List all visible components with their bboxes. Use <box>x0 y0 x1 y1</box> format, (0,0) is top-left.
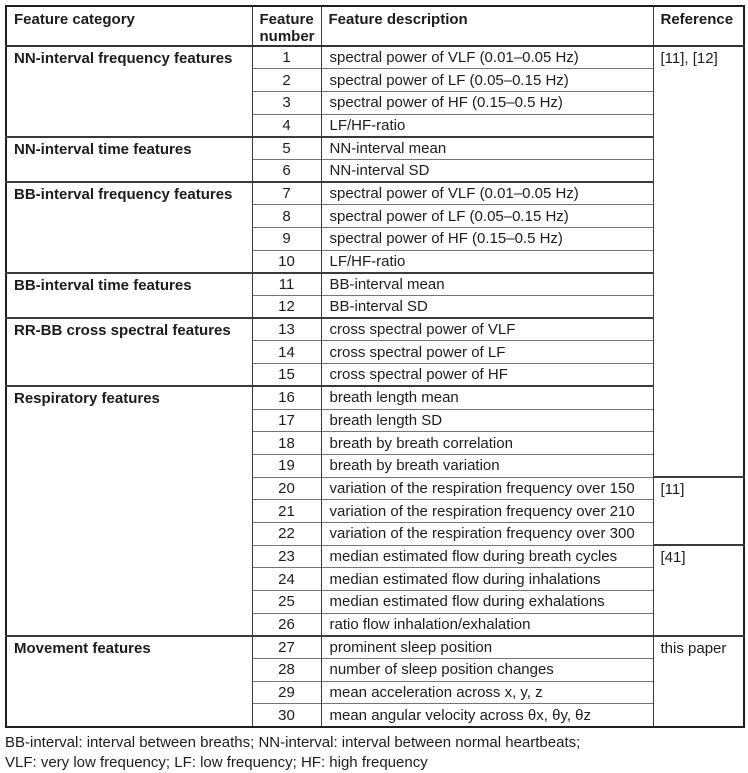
feature-number-cell: 5 <box>252 137 321 160</box>
feature-number-cell: 2 <box>252 69 321 92</box>
table-row <box>6 318 744 341</box>
feature-number-cell: 25 <box>252 591 321 614</box>
feature-number-cell: 22 <box>252 522 321 545</box>
feature-number-cell: 19 <box>252 454 321 477</box>
feature-description-cell: LF/HF-ratio <box>321 114 653 137</box>
feature-description-cell: median estimated flow during breath cycles <box>321 545 653 568</box>
table-row <box>6 636 744 659</box>
header-feature-category: Feature category <box>6 6 252 46</box>
feature-description-cell: breath by breath correlation <box>321 432 653 455</box>
category-cell: BB-interval frequency features <box>6 182 252 273</box>
feature-description-cell: variation of the respiration frequency over 150 <box>321 477 653 500</box>
reference-cell: this paper <box>653 636 744 727</box>
feature-number-cell: 18 <box>252 432 321 455</box>
footnote-abbreviations-intervals: BB-interval: interval between breaths; NN-interval: interval between normal heartbeats; <box>5 733 581 751</box>
table-row <box>6 386 744 409</box>
feature-description-cell: variation of the respiration frequency over 210 <box>321 500 653 523</box>
feature-number-cell: 13 <box>252 318 321 341</box>
feature-description-cell: median estimated flow during inhalations <box>321 568 653 591</box>
feature-description-cell: breath length SD <box>321 409 653 432</box>
feature-description-cell: NN-interval mean <box>321 137 653 160</box>
feature-description-cell: BB-interval mean <box>321 273 653 296</box>
feature-number-cell: 15 <box>252 364 321 387</box>
feature-number-cell: 10 <box>252 250 321 273</box>
feature-description-cell: breath length mean <box>321 386 653 409</box>
feature-number-cell: 11 <box>252 273 321 296</box>
feature-number-cell: 1 <box>252 46 321 69</box>
feature-number-cell: 27 <box>252 636 321 659</box>
table-footnotes <box>5 733 743 773</box>
feature-description-cell: cross spectral power of HF <box>321 364 653 387</box>
feature-description-cell: spectral power of LF (0.05–0.15 Hz) <box>321 69 653 92</box>
table-row <box>6 46 744 69</box>
feature-description-cell: spectral power of HF (0.15–0.5 Hz) <box>321 91 653 114</box>
feature-number-cell: 6 <box>252 159 321 182</box>
table-row <box>6 182 744 205</box>
feature-description-cell: spectral power of LF (0.05–0.15 Hz) <box>321 205 653 228</box>
feature-number-cell: 26 <box>252 613 321 636</box>
feature-number-cell: 7 <box>252 182 321 205</box>
reference-cell: [41] <box>653 545 744 636</box>
category-cell: NN-interval frequency features <box>6 46 252 137</box>
feature-description-cell: BB-interval SD <box>321 296 653 319</box>
feature-number-cell: 12 <box>252 296 321 319</box>
category-cell: Movement features <box>6 636 252 727</box>
feature-description-cell: number of sleep position changes <box>321 659 653 682</box>
table-body <box>6 46 744 727</box>
table-row <box>6 273 744 296</box>
feature-number-cell: 3 <box>252 91 321 114</box>
table-row <box>6 137 744 160</box>
feature-description-cell: LF/HF-ratio <box>321 250 653 273</box>
feature-description-cell: breath by breath variation <box>321 454 653 477</box>
footnote-abbreviations-frequency: VLF: very low frequency; LF: low frequency; HF: high frequency <box>5 753 428 771</box>
feature-description-cell: ratio flow inhalation/exhalation <box>321 613 653 636</box>
feature-number-cell: 24 <box>252 568 321 591</box>
category-cell: BB-interval time features <box>6 273 252 318</box>
feature-number-cell: 8 <box>252 205 321 228</box>
reference-cell: [11], [12] <box>653 46 744 477</box>
category-cell: Respiratory features <box>6 386 252 636</box>
feature-number-cell: 21 <box>252 500 321 523</box>
feature-description-cell: median estimated flow during exhalations <box>321 591 653 614</box>
feature-number-cell: 17 <box>252 409 321 432</box>
feature-description-cell: NN-interval SD <box>321 159 653 182</box>
feature-description-cell: mean angular velocity across θx, θy, θz <box>321 704 653 727</box>
feature-description-cell: spectral power of VLF (0.01–0.05 Hz) <box>321 46 653 69</box>
feature-number-cell: 4 <box>252 114 321 137</box>
feature-number-cell: 23 <box>252 545 321 568</box>
reference-cell: [11] <box>653 477 744 545</box>
feature-number-cell: 29 <box>252 681 321 704</box>
feature-description-cell: variation of the respiration frequency over 300 <box>321 522 653 545</box>
feature-number-cell: 28 <box>252 659 321 682</box>
feature-description-cell: spectral power of VLF (0.01–0.05 Hz) <box>321 182 653 205</box>
feature-number-cell: 9 <box>252 228 321 251</box>
feature-description-cell: prominent sleep position <box>321 636 653 659</box>
category-cell: NN-interval time features <box>6 137 252 182</box>
category-cell: RR-BB cross spectral features <box>6 318 252 386</box>
features-table <box>5 5 745 728</box>
feature-number-cell: 20 <box>252 477 321 500</box>
header-reference: Reference <box>653 6 744 46</box>
feature-description-cell: mean acceleration across x, y, z <box>321 681 653 704</box>
header-feature-description: Feature description <box>321 6 653 46</box>
header-row <box>6 6 744 46</box>
feature-description-cell: cross spectral power of VLF <box>321 318 653 341</box>
feature-description-cell: cross spectral power of LF <box>321 341 653 364</box>
feature-description-cell: spectral power of HF (0.15–0.5 Hz) <box>321 228 653 251</box>
feature-number-cell: 16 <box>252 386 321 409</box>
feature-number-cell: 14 <box>252 341 321 364</box>
header-feature-number: Feature number <box>252 6 321 46</box>
feature-number-cell: 30 <box>252 704 321 727</box>
